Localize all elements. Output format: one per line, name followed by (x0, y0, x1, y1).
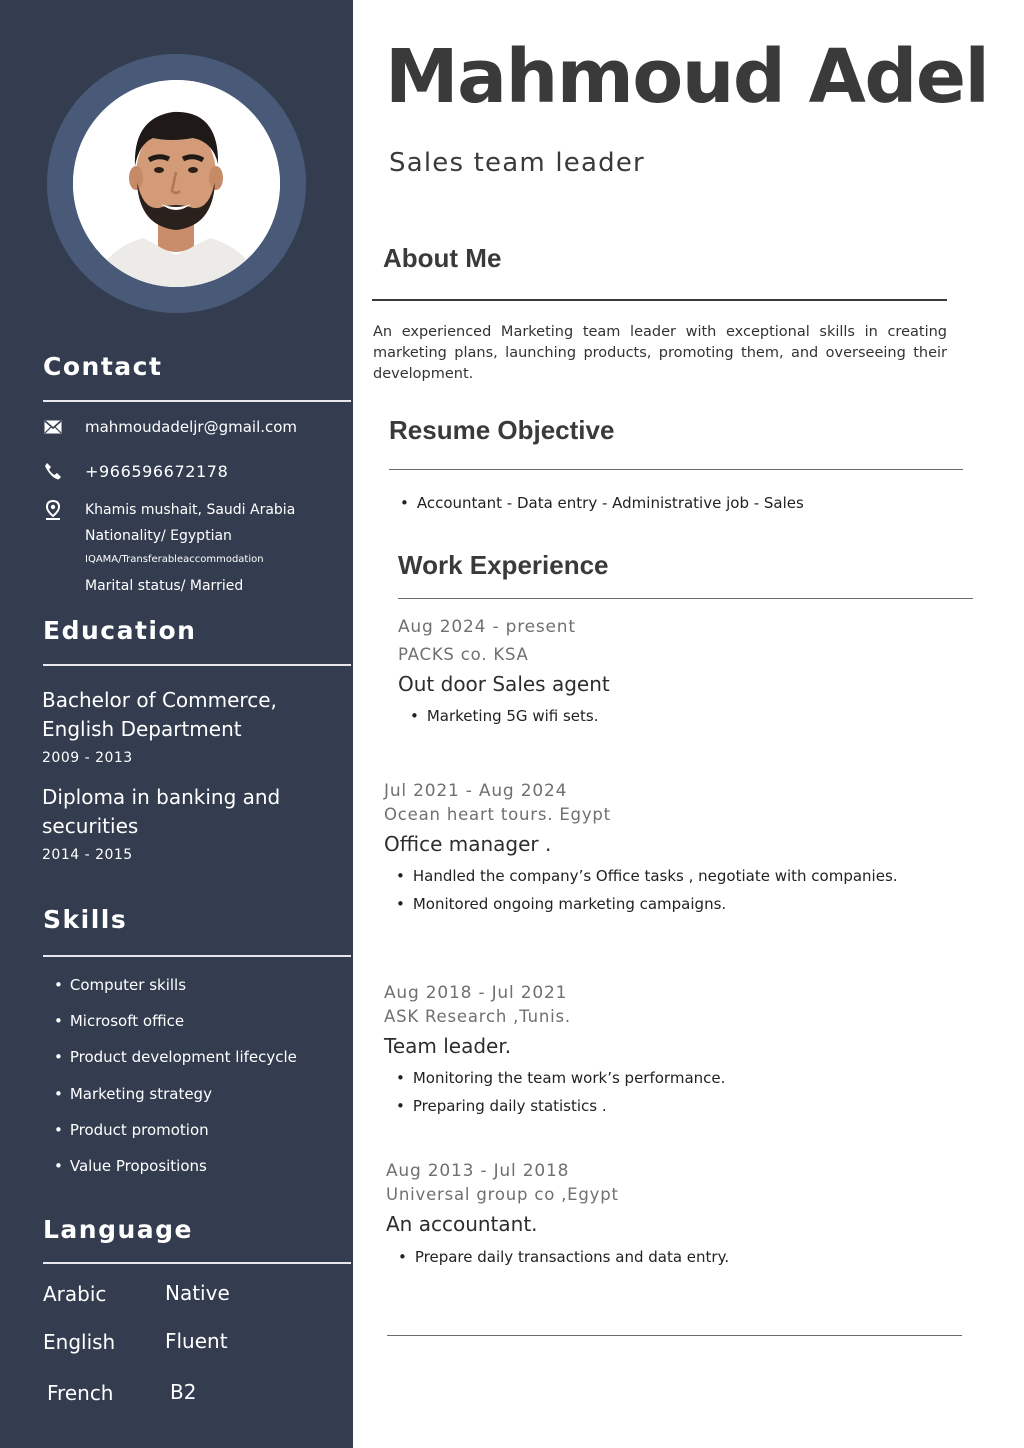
contact-email-row (43, 417, 343, 437)
skill-item: • Marketing strategy (54, 1084, 297, 1120)
job-bullet: • Monitored ongoing marketing campaigns. (396, 895, 726, 913)
job-bullet: • Preparing daily statistics . (396, 1097, 607, 1115)
language-level: B2 (170, 1380, 197, 1404)
job-title: Office manager . (384, 832, 552, 856)
skills-list (54, 975, 297, 1192)
education-years: 2009 - 2013 (42, 750, 133, 766)
experience-heading: Work Experience (398, 550, 609, 580)
divider (43, 664, 351, 666)
iqama-status: IQAMA/Transferableaccommodation (85, 554, 264, 565)
skills-heading: Skills (43, 905, 128, 934)
divider (398, 598, 973, 599)
profile-photo-ring (47, 54, 306, 313)
candidate-name: Mahmoud Adel (385, 34, 989, 120)
job-date: Aug 2024 - present (398, 617, 576, 637)
job-date: Aug 2018 - Jul 2021 (384, 983, 568, 1003)
job-title: Out door Sales agent (398, 672, 610, 696)
avatar (73, 80, 280, 287)
skill-item: • Computer skills (54, 975, 297, 1011)
about-text: An experienced Marketing team leader with exceptional skills in creating marketing plans, launching products, promoting them, and overseeing their development. (373, 324, 947, 382)
location-pin-icon (43, 500, 63, 520)
envelope-icon (43, 417, 63, 437)
contact-address: Khamis mushait, Saudi Arabia (85, 502, 296, 518)
contact-phone[interactable]: +966596672178 (85, 461, 229, 481)
job-company: Ocean heart tours. Egypt (384, 805, 611, 824)
job-title: An accountant. (386, 1212, 538, 1236)
job-company: PACKS co. KSA (398, 645, 529, 664)
divider (43, 1262, 351, 1264)
skill-item: • Product promotion (54, 1120, 297, 1156)
language-level: Native (165, 1281, 230, 1305)
education-degree: Bachelor of Commerce, English Department (42, 688, 277, 741)
job-company: Universal group co ,Egypt (386, 1185, 619, 1204)
marital-status: Marital status/ Married (85, 578, 244, 594)
about-heading: About Me (383, 243, 502, 273)
candidate-role: Sales team leader (389, 148, 645, 178)
job-title: Team leader. (384, 1034, 512, 1058)
objective-heading: Resume Objective (389, 415, 615, 445)
job-date: Jul 2021 - Aug 2024 (384, 781, 568, 801)
divider (372, 299, 947, 301)
contact-address-row (43, 500, 343, 520)
contact-heading: Contact (43, 352, 163, 381)
objective-item: • Accountant - Data entry - Administrative job - Sales (400, 494, 804, 512)
contact-email[interactable]: mahmoudadeljr@gmail.com (85, 418, 298, 436)
job-company: ASK Research ,Tunis. (384, 1007, 571, 1026)
divider (387, 1335, 962, 1336)
sidebar (0, 0, 353, 1448)
divider (43, 400, 351, 402)
job-date: Aug 2013 - Jul 2018 (386, 1161, 570, 1181)
education-degree: Diploma in banking and securities (42, 785, 281, 838)
language-heading: Language (43, 1215, 194, 1244)
contact-phone-row (43, 461, 343, 481)
job-bullet: • Prepare daily transactions and data entry. (398, 1248, 729, 1266)
education-heading: Education (43, 616, 197, 645)
education-years: 2014 - 2015 (42, 847, 133, 863)
language-level: Fluent (165, 1329, 228, 1353)
nationality: Nationality/ Egyptian (85, 528, 232, 544)
skill-item: • Value Propositions (54, 1156, 297, 1192)
language-name: French (47, 1381, 114, 1405)
language-name: English (43, 1330, 116, 1354)
skill-item: • Microsoft office (54, 1011, 297, 1047)
divider (389, 469, 963, 470)
job-bullet: • Monitoring the team work’s performance. (396, 1069, 725, 1087)
phone-icon (43, 461, 63, 481)
language-name: Arabic (43, 1282, 107, 1306)
profile-photo (73, 80, 280, 287)
divider (43, 955, 351, 957)
skill-item: • Product development lifecycle (54, 1047, 297, 1083)
job-bullet: • Handled the company’s Office tasks , negotiate with companies. (396, 867, 898, 885)
job-bullet: • Marketing 5G wifi sets. (410, 707, 598, 725)
